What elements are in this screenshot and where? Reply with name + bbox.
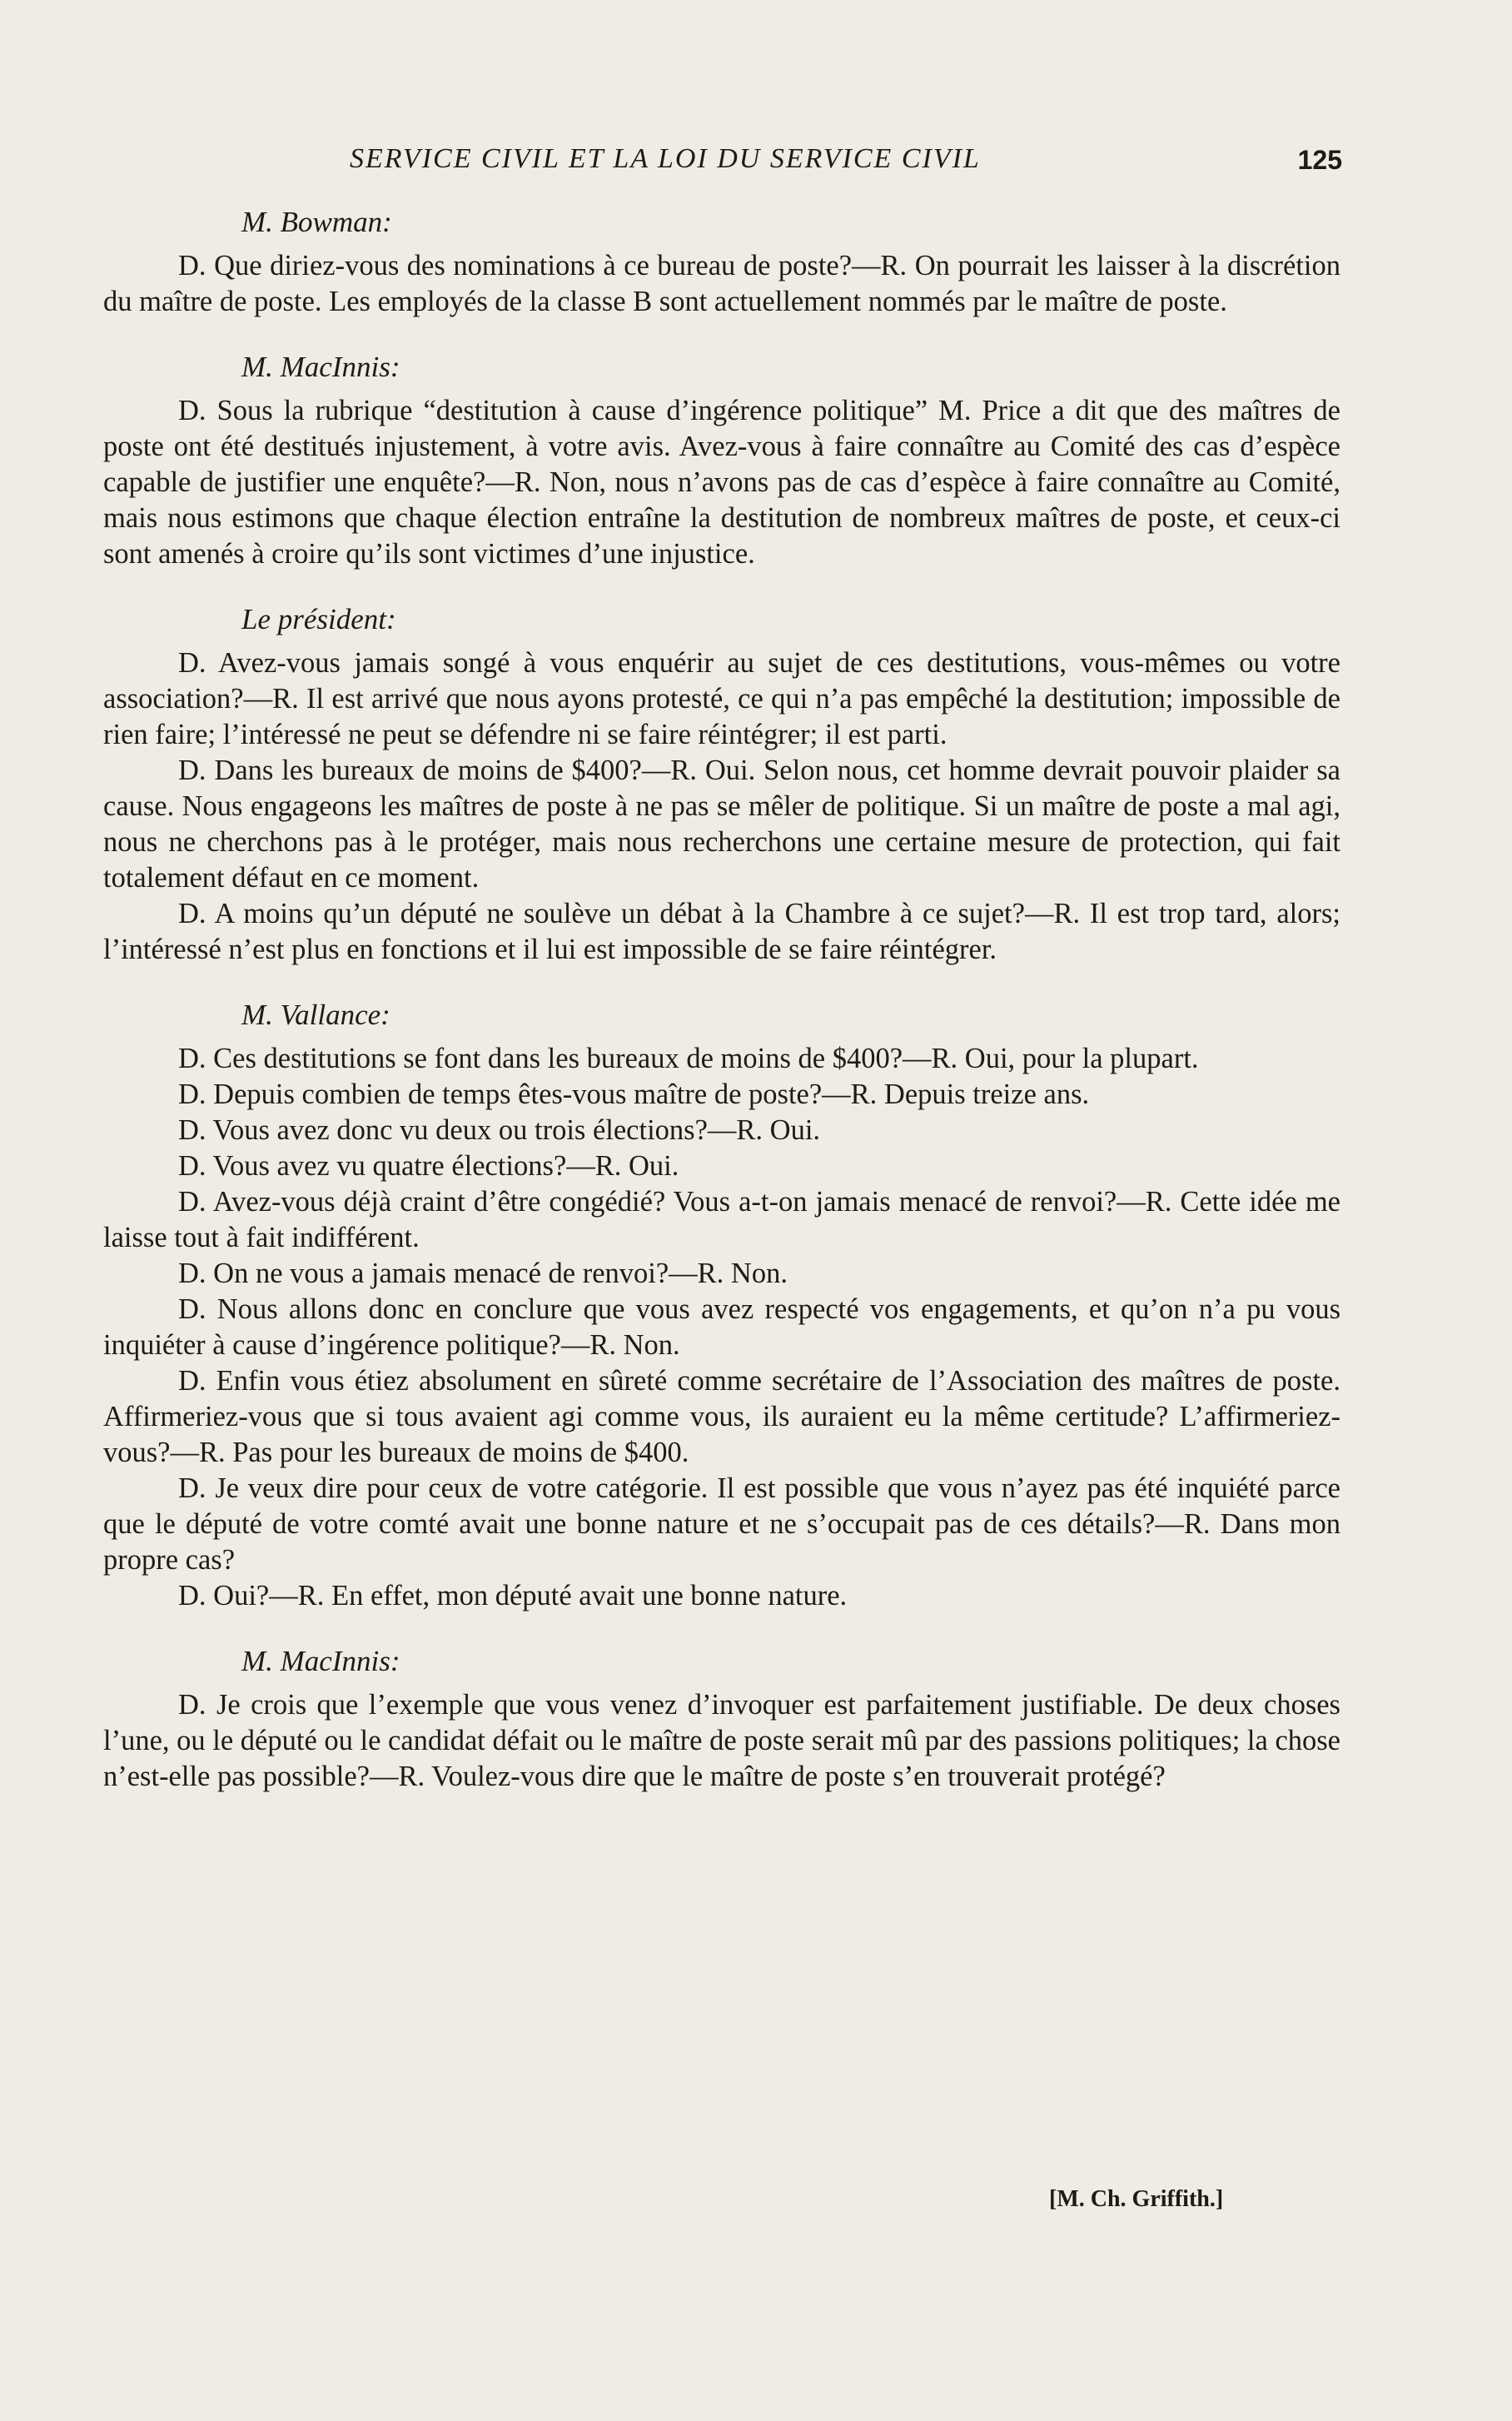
speaker-section (103, 998, 1340, 1614)
question-answer-paragraph: D. Vous avez donc vu deux ou trois élections?—R. Oui. (178, 1114, 821, 1146)
question-answer-paragraph: D. Nous allons donc en conclure que vous avez respecté vos engagements, et qu’on n’a pu vous inquiéter à cause d’ingérence politique?—R. Non. (103, 1293, 1340, 1361)
question-answer-paragraph: D. Avez-vous déjà craint d’être congédié? Vous a-t-on jamais menacé de renvoi?—R. Cette idée me laisse tout à fait indifférent. (103, 1186, 1340, 1253)
question-answer-paragraph: D. On ne vous a jamais menacé de renvoi?—R. Non. (178, 1258, 788, 1289)
witness-signature: [M. Ch. Griffith.] (1049, 2186, 1224, 2212)
question-answer-paragraph: D. Vous avez vu quatre élections?—R. Oui. (178, 1150, 679, 1182)
speaker-section (103, 602, 1340, 968)
speaker-section (103, 350, 1340, 572)
question-answer-paragraph: D. Je veux dire pour ceux de votre catégorie. Il est possible que vous n’ayez pas été inquiété parce que le député de votre comté avait une bonne nature et ne s’occupait pas de ces détails?—R. Dans mon propre cas? (103, 1472, 1340, 1576)
transcript-body (103, 205, 1340, 1795)
speaker-name: M. Vallance: (241, 999, 390, 1031)
running-title: SERVICE CIVIL ET LA LOI DU SERVICE CIVIL (350, 143, 981, 174)
question-answer-paragraph: D. Depuis combien de temps êtes-vous maître de poste?—R. Depuis treize ans. (178, 1078, 1090, 1110)
page-number: 125 (1297, 145, 1342, 175)
question-answer-paragraph: D. Enfin vous étiez absolument en sûreté comme secrétaire de l’Association des maîtres de poste. Affirmeriez-vous que si tous avaient agi comme vous, ils auraient eu la même certitude? L’affirmeriez-vous?—R. Pas pour les bureaux de moins de $400. (103, 1365, 1340, 1468)
question-answer-paragraph: D. Oui?—R. En effet, mon député avait une bonne nature. (178, 1580, 848, 1612)
speaker-section (103, 205, 1340, 320)
page-header (266, 143, 1349, 185)
question-answer-paragraph: D. Dans les bureaux de moins de $400?—R. Oui. Selon nous, cet homme devrait pouvoir plaider sa cause. Nous engageons les maîtres de poste à ne pas se mêler de politique. Si un maître de poste a mal agi, nous ne cherchons pas à le protéger, mais nous recherchons une certaine mesure de protection, qui fait totalement défaut en ce moment. (103, 755, 1340, 894)
speaker-name: M. MacInnis: (241, 1645, 400, 1677)
speaker-name: Le président: (241, 603, 396, 635)
speaker-name: M. Bowman: (241, 206, 392, 238)
question-answer-paragraph: D. Ces destitutions se font dans les bureaux de moins de $400?—R. Oui, pour la plupart. (178, 1043, 1199, 1074)
speaker-section (103, 1644, 1340, 1795)
question-answer-paragraph: D. Avez-vous jamais songé à vous enquérir au sujet de ces destitutions, vous-mêmes ou votre association?—R. Il est arrivé que nous ayons protesté, ce qui n’a pas empêché la destitution; impossible de rien faire; l’intéressé ne peut se défendre ni se faire réintégrer; il est parti. (103, 647, 1340, 750)
speaker-name: M. MacInnis: (241, 351, 400, 383)
question-answer-paragraph: D. Que diriez-vous des nominations à ce bureau de poste?—R. On pourrait les laisser à la discrétion du maître de poste. Les employés de la classe B sont actuellement nommés par le maître de poste. (103, 250, 1340, 317)
question-answer-paragraph: D. Je crois que l’exemple que vous venez d’invoquer est parfaitement justifiable. De deux choses l’une, ou le député ou le candidat défait ou le maître de poste serait mû par des passions politiques; la chose n’est-elle pas possible?—R. Voulez-vous dire que le maître de poste s’en trouverait protégé? (103, 1689, 1340, 1792)
question-answer-paragraph: D. A moins qu’un député ne soulève un débat à la Chambre à ce sujet?—R. Il est trop tard, alors; l’intéressé n’est plus en fonctions et il lui est impossible de se faire réintégrer. (103, 898, 1340, 965)
question-answer-paragraph: D. Sous la rubrique “destitution à cause d’ingérence politique” M. Price a dit que des maîtres de poste ont été destitués injustement, à votre avis. Avez-vous à faire connaître au Comité des cas d’espèce capable de justifier une enquête?—R. Non, nous n’avons pas de cas d’espèce à faire connaître au Comité, mais nous estimons que chaque élection entraîne la destitution de nombreux maîtres de poste, et ceux-ci sont amenés à croire qu’ils sont victimes d’une injustice. (103, 395, 1340, 570)
